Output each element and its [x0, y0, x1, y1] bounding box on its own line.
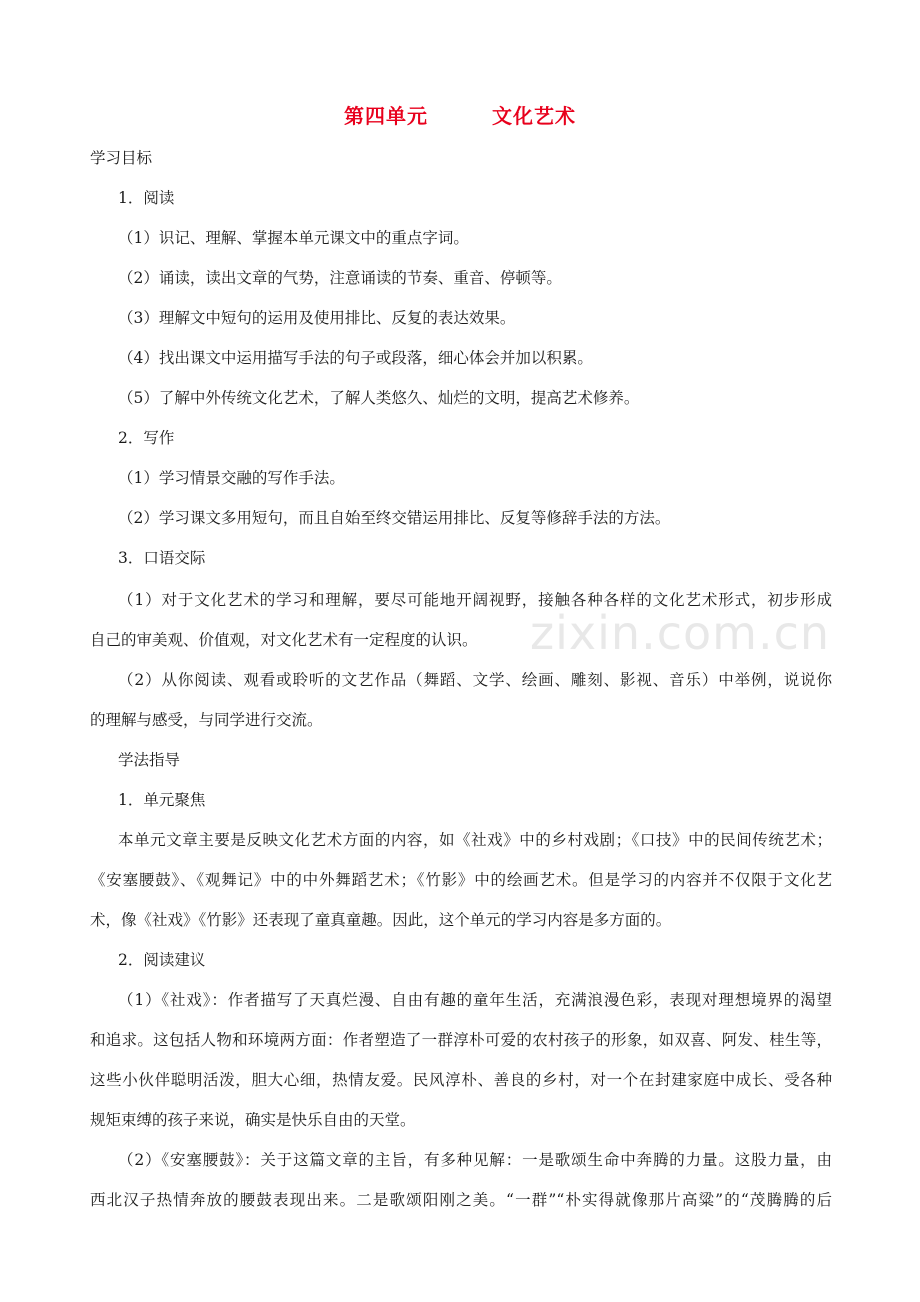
heading-learning-goals: 学习目标 [90, 149, 153, 167]
paragraph-line: 术，像《社戏》《竹影》还表现了童真童趣。因此，这个单元的学习内容是多方面的。 [90, 911, 672, 929]
paragraph-line: （2）学习课文多用短句，而且自始至终交错运用排比、反复等修辞手法的方法。 [118, 509, 671, 527]
title-unit: 第四单元 [344, 104, 428, 128]
heading-study-guide: 学法指导 [118, 751, 181, 769]
paragraph-line: （2）诵读，读出文章的气势，注意诵读的节奏、重音、停顿等。 [118, 269, 562, 287]
paragraph-line: （1）学习情景交融的写作手法。 [118, 469, 345, 487]
title-theme: 文化艺术 [492, 104, 576, 128]
subheading-reading-advice: 2．阅读建议 [118, 951, 206, 969]
paragraph-line: （2）从你阅读、观看或聆听的文艺作品（舞蹈、文学、绘画、雕刻、影视、音乐）中举例，说说你 [118, 671, 832, 689]
subheading-writing: 2．写作 [118, 429, 175, 447]
paragraph-line: 规矩束缚的孩子来说，确实是快乐自由的天堂。 [90, 1111, 416, 1129]
watermark: zixin.com.cn [530, 606, 831, 660]
paragraph-line: 这些小伙伴聪明活泼，胆大心细，热情友爱。民风淳朴、善良的乡村，对一个在封建家庭中成长、受各种 [90, 1071, 832, 1089]
subheading-unit-focus: 1．单元聚焦 [118, 791, 206, 809]
subheading-oral: 3．口语交际 [118, 549, 206, 567]
paragraph-line: （4）找出课文中运用描写手法的句子或段落，细心体会并加以积累。 [118, 349, 593, 367]
paragraph-line: 和追求。这包括人物和环境两方面：作者塑造了一群淳朴可爱的农村孩子的形象，如双喜、阿发、桂生等， [90, 1031, 832, 1049]
page-title [0, 100, 920, 129]
paragraph-line: （1）识记、理解、掌握本单元课文中的重点字词。 [118, 229, 469, 247]
paragraph-line: （1）《社戏》：作者描写了天真烂漫、自由有趣的童年生活，充满浪漫色彩，表现对理想境界的渴望 [118, 991, 832, 1009]
paragraph-line: 的理解与感受，与同学进行交流。 [90, 711, 323, 729]
subheading-reading: 1．阅读 [118, 189, 175, 207]
paragraph-line: （3）理解文中短句的运用及使用排比、反复的表达效果。 [118, 309, 516, 327]
paragraph-line: 自己的审美观、价值观，对文化艺术有一定程度的认识。 [90, 631, 478, 649]
paragraph-line: （2）《安塞腰鼓》：关于这篇文章的主旨，有多种见解：一是歌颂生命中奔腾的力量。这股力量，由 [118, 1151, 832, 1169]
paragraph-line: （1）对于文化艺术的学习和理解，要尽可能地开阔视野，接触各种各样的文化艺术形式，初步形成 [118, 591, 832, 609]
paragraph-line: （5）了解中外传统文化艺术，了解人类悠久、灿烂的文明，提高艺术修养。 [118, 389, 640, 407]
paragraph-line: 本单元文章主要是反映文化艺术方面的内容，如《社戏》中的乡村戏剧；《口技》中的民间传统艺术； [118, 831, 832, 849]
paragraph-line: 《安塞腰鼓》、《观舞记》中的中外舞蹈艺术；《竹影》中的绘画艺术。但是学习的内容并不仅限于文化艺 [90, 871, 832, 889]
paragraph-line: 西北汉子热情奔放的腰鼓表现出来。二是歌颂阳刚之美。“一群”“朴实得就像那片高粱”的“茂腾腾的后 [90, 1191, 832, 1209]
